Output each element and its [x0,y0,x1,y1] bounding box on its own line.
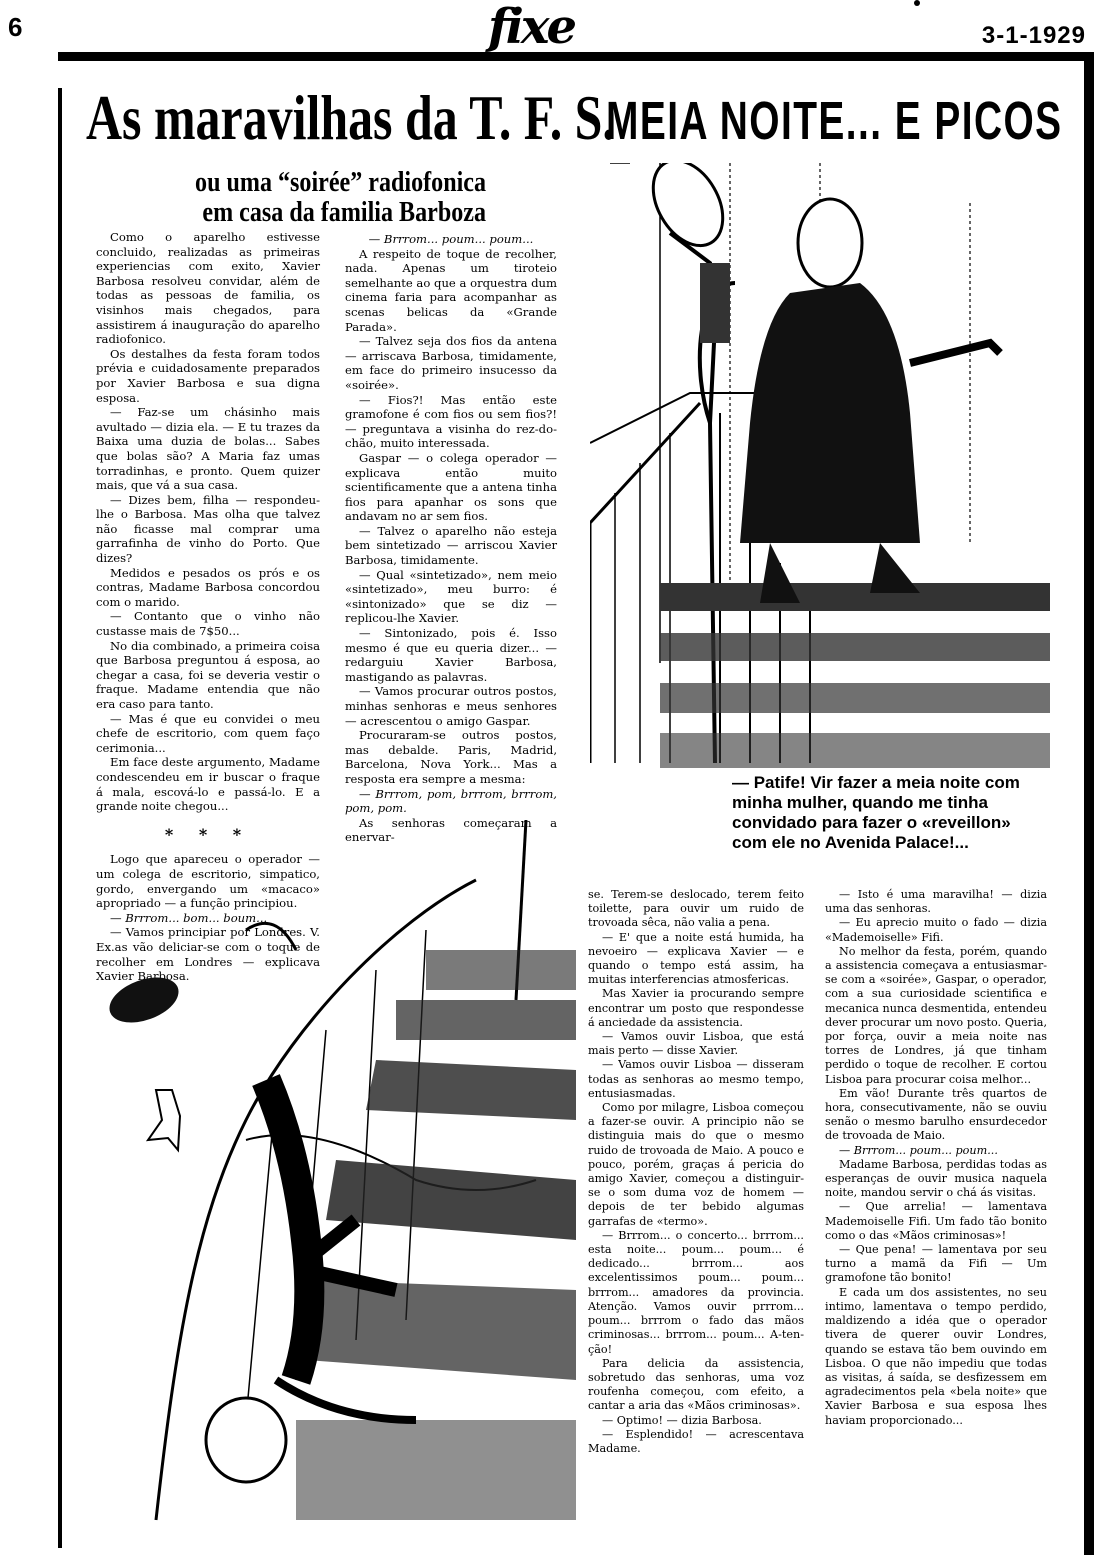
paragraph: — Sintonizado, pois é. Isso mesmo é que eu queria dizer... — redarguiu Xavier Barbosa, mastigando as palavras. [345,626,557,684]
paragraph: — Eu aprecio muito o fado — dizia «Mademoiselle» Fifi. [825,916,1047,944]
paragraph: Medidos e pesados os prós e os contras, Madame Barbosa concordou com o marido. [96,565,320,609]
article-column-4 [825,888,1047,1428]
paragraph: Em vão! Durante três quartos de hora, consecutivamente, não se ouviu senão o mesmo barulho ensurdecedor de trovoada de Maio. [825,1086,1047,1143]
paragraph: — Fios?! Mas então este gramofone é com fios ou sem fios?! — preguntava a visinha do rez-do-chão, muito interessada. [345,392,557,451]
paragraph: No melhor da festa, porém, quando a assistencia começava a entusiasmar-se com a «soirée», Gaspar, o operador, com a sua curiosidade scientifica e mecanica nunca desmentida, entendeu dever procurar um novo posto. Queria, por força, ouvir a meia noite nas torres de Londres, já que tinham perdido o toque de recolher. E cortou Lisboa para procurar coisa melhor... [825,944,1047,1086]
paragraph: — E' que a noite está humida, ha nevoeiro — explicava Xavier — e quando o tempo está assim, ha muitas interferencias atmosfericas. [588,930,804,987]
paragraph: Os destalhes da festa foram todos prévia e cuidadosamente preparados por Xavier Barbosa e sua digna esposa. [96,346,320,405]
paragraph: Como o aparelho estivesse concluido, realizadas as primeiras experiencias com exito, Xavier Barbosa resolveu convidar, além de todas as pessoas de familia, os visinhos mais chegados, para assistirem á inauguração do aparelho radiofonico. [96,230,320,347]
paragraph: No dia combinado, a primeira coisa que Barbosa preguntou á esposa, ao chegar a casa, foi se deveria vestir o fraque. Madame entendia que não era caso para tanto. [96,638,320,711]
paragraph: — Isto é uma maravilha! — dizia uma das senhoras. [825,888,1047,916]
paragraph: — Contanto que o vinho não custasse mais de 7$50... [96,609,320,639]
article-subtitle [188,168,486,228]
paragraph: — Dizes bem, filha — respondeu-lhe o Barbosa. Mas olha que talvez não ficasse mal comprar uma garrafinha de vinho do Porto. Que dizes? [96,492,320,566]
section-separator: * * * [164,824,252,844]
cartoon-caption: — Patife! Vir fazer a meia noite com minha mulher, quando me tinha convidado para fazer o «reveillon» com ele no Avenida Palace!... [732,773,1020,852]
paragraph: — Faz-se um chásinho mais avultado — dizia ela. — E tu trazes da Baixa uma duzia de bolas... Sabes que bolas são? A Maria faz umas torradinhas, e pronto. Quem quizer mais, que vá a sua casa. [96,405,320,493]
paragraph: — Vamos procurar outros postos, minhas senhoras e meus senhores — acrescentou o amigo Gaspar. [345,684,557,728]
paragraph: — Brrrom... poum... poum... [368,232,534,246]
paragraph: As senhoras começaram a enervar- [345,815,557,845]
subtitle-line-1: ou uma “soirée” radiofonica [195,167,486,198]
paragraph: — Vamos principiar por Londres. V. Ex.as vão deliciar-se com o toque de recolher em Londres — explicava Xavier Barbosa. [96,925,320,984]
cartoon-illustration [590,163,1050,768]
paragraph: — Esplendido! — acrescentava Madame. [588,1427,804,1455]
article-column-3 [588,888,804,1456]
paragraph: Madame Barbosa, perdidas todas as esperanças de ouvir musica naquela noite, mandou servir o chá ás visitas. [825,1157,1047,1200]
paragraph: E cada um dos assistentes, no seu intimo, lamentava o tempo perdido, maldizendo a idéa que o operador tivera de querer ouvir Londres, quando se estava tão bem ouvindo em Lisboa. O que não impediu que todas as visitas, á saída, se desfizessem em agradecimentos pela «bela noite» que Xavier Barbosa e sua esposa lhes haviam proporcionado... [825,1285,1047,1427]
paragraph: Para delicia da assistencia, sobretudo das senhoras, uma voz roufenha começou, com efeito, a cantar a aria das «Mãos criminosas». [588,1356,804,1413]
paragraph: Logo que apareceu o operador — um colega de escritorio, simpatico, gordo, envergando um «macaco» apropriado — a função principiou. [96,852,320,911]
logo-text: fixe [488,0,575,55]
paragraph: — Talvez o aparelho não esteja bem sintetizado — arriscou Xavier Barbosa, timidamente. [345,523,557,568]
paragraph: — Brrrom... o concerto... brrrom... esta noite... poum... poum... é dedicado... brrrom... aos excelentissimos poum... poum... brrrom... amadores da provincia. Atenção. Vamos ouvir prrrom... poum... brrrom o fado das mãos criminosas... brrrom... poum... A-ten-ção! [588,1228,804,1356]
newspaper-logo [488,0,608,55]
paragraph: — Que arrelia! — lamentava Mademoiselle Fifi. Um fado tão bonito como o das «Mãos criminosas»! [825,1200,1047,1242]
article-title: As maravilhas da T. F. S. [86,82,615,153]
subtitle-line-2: em casa da familia Barboza [202,197,486,228]
issue-date: 3-1-1929 [981,22,1086,49]
paragraph: Procuraram-se outros postos, mas debalde. Paris, Madrid, Barcelona, Nova York... Mas a resposta era sempre a mesma: [345,728,557,786]
paragraph: — Que pena! — lamentava por seu turno a mamã da Fifi — Um gramofone tão bonito! [825,1243,1047,1285]
paragraph: Gaspar — o colega operador — explicava então muito scientificamente que a antena tinha fios para apanhar os sons que andavam no ar sem fios. [345,450,557,524]
paragraph: — Talvez seja dos fios da antena — arriscava Barbosa, timidamente, em face do primeiro insucesso da «soirée». [345,334,557,392]
paragraph: — Vamos ouvir Lisboa, que está mais perto — disse Xavier. [588,1030,804,1058]
paragraph: — Brrrom... bom... boum... [110,910,268,925]
print-dot [914,0,920,6]
cartoon-title: MEIA NOITE... E PICOS [606,91,1063,151]
paragraph: Como por milagre, Lisboa começou a fazer-se ouvir. A principio não se distinguia mais do que o mesmo ruido de trovoada de Maio. A pouco e pouco, porém, graças á pericia do amigo Xavier, começou a distinguir-se o som duma voz de homem — depois de ter bebido algumas garrafas de «termo». [588,1101,804,1228]
paragraph: Mas Xavier ia procurando sempre encontrar um posto que respondesse á anciedade da assistencia. [588,987,804,1029]
article-column-2 [345,232,557,845]
paragraph: — Qual «sintetizado», nem meio «sintetizado», meu burro: é «sintonizado» que se diz — replicou-lhe Xavier. [345,567,557,626]
paragraph: A respeito de toque de recolher, nada. Apenas um tiroteio semelhante ao que a orquestra dum cinema faria para acompanhar as scenas belicas da «Grande Parada». [345,246,557,334]
paragraph: — Brrrom, pom, brrrom, brrrom, pom, pom. [345,786,557,816]
paragraph: — Vamos ouvir Lisboa — disseram todas as senhoras ao mesmo tempo, entusiasmadas. [588,1058,804,1100]
paragraph: Em face deste argumento, Madame condescendeu em ir buscar o fraque á mala, escová-lo e passá-lo. E a grande noite chegou... [96,755,320,814]
paragraph: se. Terem-se deslocado, terem feito toilette, para ouvir um ruido de trovoada sêca, não valia a pena. [588,888,804,930]
falling-man-illustration [96,820,576,1540]
paragraph: — Brrrom... poum... poum... [839,1143,998,1157]
paragraph: — Mas é que eu convidei o meu chefe de escritorio, com quem faço cerimonia... [96,711,320,755]
paragraph: — Optimo! — dizia Barbosa. [602,1413,762,1427]
page-number: 6 [8,12,23,42]
page-frame-left-rule [58,88,62,1548]
